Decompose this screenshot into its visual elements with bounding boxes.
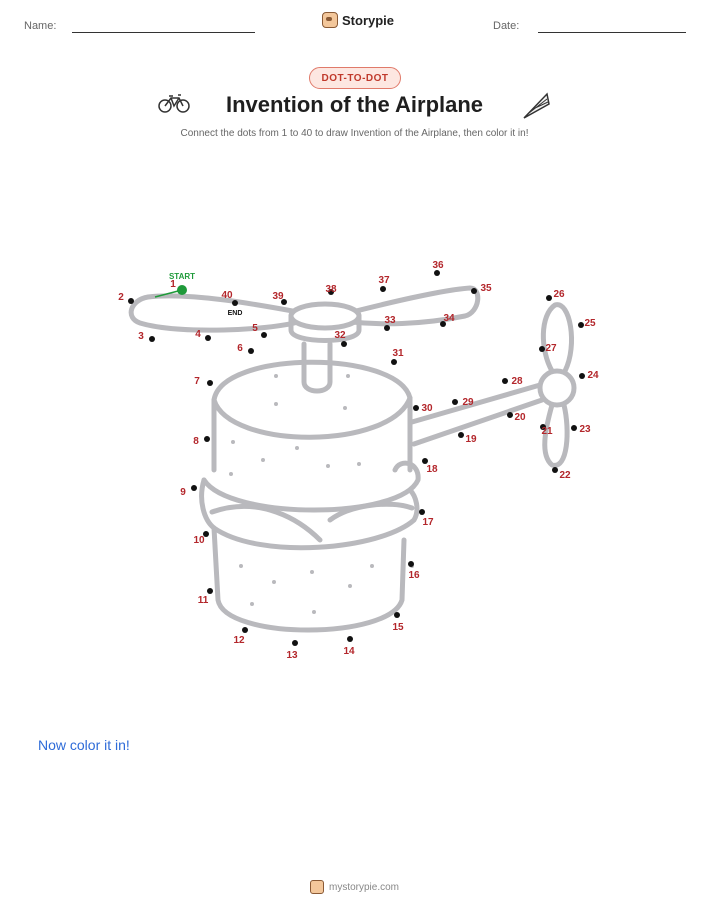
- dot-label-10: 10: [193, 535, 205, 546]
- dot-label-11: 11: [197, 595, 209, 606]
- dot-5: [261, 332, 267, 338]
- dot-28: [502, 378, 508, 384]
- dot-35: [471, 288, 477, 294]
- dot-label-7: 7: [194, 376, 200, 387]
- start-label: START: [168, 272, 196, 281]
- dot-label-18: 18: [426, 464, 438, 475]
- dot-label-39: 39: [272, 291, 284, 302]
- dot-label-30: 30: [421, 403, 433, 414]
- dot-label-14: 14: [343, 646, 355, 657]
- dot-label-9: 9: [180, 487, 186, 498]
- dot-label-33: 33: [384, 315, 396, 326]
- dot-label-5: 5: [252, 323, 258, 334]
- dot-22: [552, 467, 558, 473]
- dot-20: [507, 412, 513, 418]
- dot-label-38: 38: [325, 284, 337, 295]
- dot-9: [191, 485, 197, 491]
- dot-17: [419, 509, 425, 515]
- dot-8: [204, 436, 210, 442]
- dot-label-1: 1: [170, 279, 176, 290]
- dot-label-28: 28: [511, 376, 523, 387]
- dot-26: [546, 295, 552, 301]
- page-title: Invention of the Airplane: [225, 92, 484, 117]
- dot-label-22: 22: [559, 470, 571, 481]
- instructions: Connect the dots from 1 to 40 to draw Invention of the Airplane, then color it in!: [180, 128, 529, 139]
- dot-label-2: 2: [118, 292, 124, 303]
- dot-23: [571, 425, 577, 431]
- dot-label-25: 25: [584, 318, 596, 329]
- dot-label-12: 12: [233, 635, 245, 646]
- dot-13: [292, 640, 298, 646]
- footer-site[interactable]: mystorypie.com: [328, 881, 399, 893]
- dot-label-37: 37: [378, 275, 390, 286]
- dot-label-13: 13: [286, 650, 298, 661]
- dot-label-21: 21: [541, 426, 553, 437]
- dot-31: [391, 359, 397, 365]
- dot-3: [149, 336, 155, 342]
- dot-30: [413, 405, 419, 411]
- dot-7: [207, 380, 213, 386]
- start-dot: [177, 285, 187, 295]
- dot-label-29: 29: [462, 397, 474, 408]
- dot-label-32: 32: [334, 330, 346, 341]
- dot-label-3: 3: [138, 331, 144, 342]
- color-prompt: Now color it in!: [38, 737, 130, 753]
- dot-14: [347, 636, 353, 642]
- activity-badge: DOT-TO-DOT: [309, 67, 401, 89]
- dot-11: [207, 588, 213, 594]
- dot-32: [341, 341, 347, 347]
- dot-label-31: 31: [392, 348, 404, 359]
- dot-25: [578, 322, 584, 328]
- dot-label-4: 4: [195, 329, 201, 340]
- dot-40: [232, 300, 238, 306]
- dot-label-17: 17: [422, 517, 434, 528]
- dot-label-27: 27: [545, 343, 557, 354]
- dot-label-24: 24: [587, 370, 599, 381]
- footer-logo-icon: [310, 880, 324, 894]
- dot-label-34: 34: [443, 313, 455, 324]
- dot-label-19: 19: [465, 434, 477, 445]
- dot-6: [248, 348, 254, 354]
- dot-4: [205, 335, 211, 341]
- dot-2: [128, 298, 134, 304]
- dot-label-16: 16: [408, 570, 420, 581]
- dot-12: [242, 627, 248, 633]
- speckles: [229, 374, 414, 614]
- dot-label-23: 23: [579, 424, 591, 435]
- dot-label-8: 8: [193, 436, 199, 447]
- date-label: Date:: [493, 20, 520, 32]
- dot-16: [408, 561, 414, 567]
- end-label: END: [227, 310, 243, 317]
- dot-label-15: 15: [392, 622, 404, 633]
- dot-label-26: 26: [553, 289, 565, 300]
- dot-19: [458, 432, 464, 438]
- dot-label-36: 36: [432, 260, 444, 271]
- dot-label-6: 6: [237, 343, 243, 354]
- dot-label-35: 35: [480, 283, 492, 294]
- dot-15: [394, 612, 400, 618]
- dot-label-20: 20: [514, 412, 526, 423]
- dot-label-40: 40: [221, 290, 233, 301]
- name-label: Name:: [24, 20, 57, 32]
- dot-29: [452, 399, 458, 405]
- footer: [0, 880, 709, 894]
- dot-27: [539, 346, 545, 352]
- dot-24: [579, 373, 585, 379]
- brand-name: Storypie: [342, 12, 395, 28]
- dot-37: [380, 286, 386, 292]
